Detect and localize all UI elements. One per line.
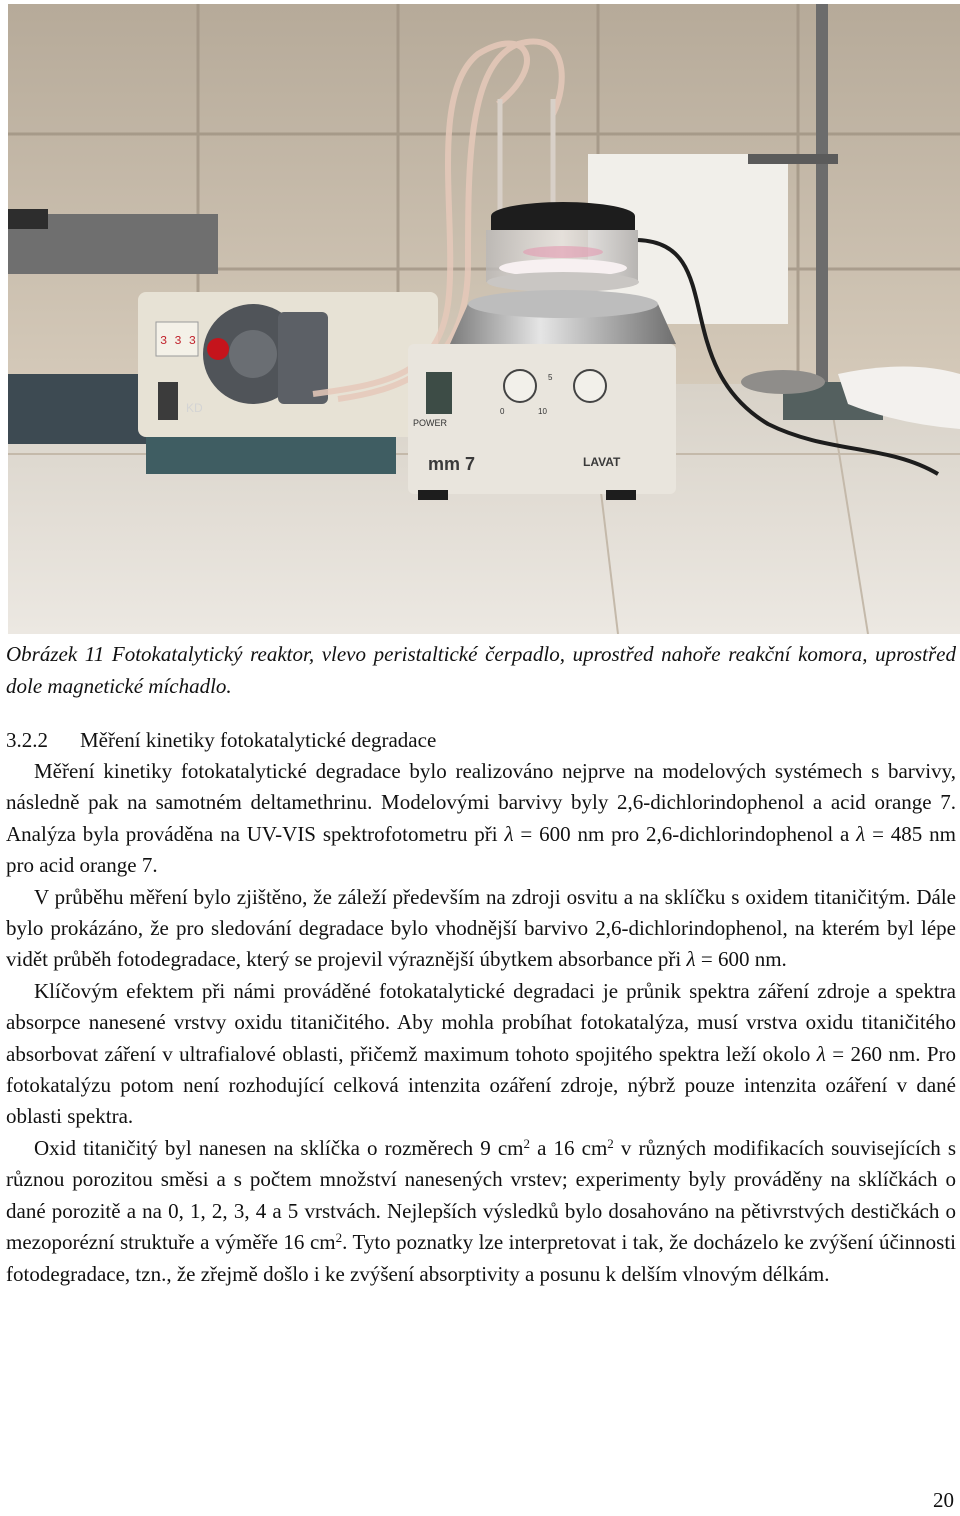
pump-red-knob [207,338,229,360]
superscript-2: 2 [335,1230,343,1246]
lambda-symbol: λ [856,821,866,846]
superscript-2: 2 [607,1135,614,1151]
paragraph-2-text-a: V průběhu měření bylo zjištěno, že záleží především na zdroji osvitu a na sklíčku s oxidem titaničitým. Dále bylo prokázáno, že pro sledování degradace bylo vhodnější barvivo 2,6-dichlorindophenol, na kterém byl lépe vidět průběh fotodegradace, který se projevil výraznější úbytkem absorbance při [6,884,956,972]
reaction-chamber [486,202,639,292]
paragraph-1-text-c: = 485 nm pro acid orange 7. [6,821,956,878]
paragraph-3-text-a: Klíčovým efektem při námi prováděné fotokatalytické degradaci je průnik spektra záření zdroje a spektra absorpce nanesené vrstvy oxidu titaničitého. Aby mohla probíhat fotokatalýza, musí vrstva oxidu titaničitého absorbovat záření v ultrafialové oblasti, přičemž maximum tohoto spojitého spektra leží okolo [6,978,956,1066]
paragraph-4-text-a: Oxid titaničitý byl nanesen na sklíčka o rozměrech 9 cm [34,1135,524,1160]
reactor-photo [8,4,960,634]
paragraph-4-text-b: a 16 cm [530,1135,608,1160]
page-number: 20 [933,1488,954,1512]
dial-mark-0: 0 [500,407,505,416]
paragraph-2-text-b: = 600 nm. [695,947,787,972]
section-number: 3.2.2 [6,728,48,752]
lambda-symbol: λ [504,821,514,846]
paragraph-1-text-b: = 600 nm pro 2,6-dichlorindophenol a [513,821,857,846]
stirrer-power-label: POWER [413,418,448,428]
stirrer-model: mm 7 [428,454,476,474]
paragraph-1 [6,756,956,882]
stirrer-brand: LAVAT [583,455,621,469]
dial-mark-5: 5 [548,373,553,382]
pump-brand: KD [186,401,203,415]
body-text [6,756,956,1290]
section-title: Měření kinetiky fotokatalytické degradace [80,728,437,752]
paragraph-2 [6,882,956,976]
paragraph-3 [6,976,956,1133]
figure-caption [6,638,956,702]
pump-counter: 3 3 3 [160,334,197,348]
lambda-symbol: λ [686,947,696,972]
caption-text: Fotokatalytický reaktor, vlevo peristaltické čerpadlo, uprostřed nahoře reakční komora, uprostřed dole magnetické míchadlo. [6,642,957,698]
paragraph-3-text-b: = 260 nm. Pro fotokatalýzu potom není rozhodující celková intenzita ozáření zdroje, nýbrž pouze intenzita ozáření v dané oblasti spektra. [6,1041,956,1129]
paragraph-4 [6,1133,956,1290]
paragraph-1-text-a: Měření kinetiky fotokatalytické degradace bylo realizováno nejprve na modelových systémech s barvivy, následně pak na samotném deltamethrinu. Modelovými barvivy byly 2,6-dichlorindophenol a acid orange 7. Analýza byla prováděna na UV-VIS spektrofotometru při [6,759,956,846]
dial-mark-10: 10 [538,407,547,416]
caption-label: Obrázek 11 [6,642,105,666]
lab-stand-rod [816,4,828,389]
paragraph-4-text-d: . Tyto poznatky lze interpretovat i tak, že docházelo ke zvýšení účinnosti fotodegradace, tzn., že zřejmě došlo i ke zvýšení absorptivity a posunu k delším vlnovým délkám. [6,1230,956,1286]
lambda-symbol: λ [816,1041,826,1066]
section-heading [6,724,436,756]
superscript-2: 2 [523,1135,531,1151]
paragraph-4-text-c: v různých modifikacích souvisejících s různou porozitou směsi a s počtem množství nanesených vrstev; experimenty byly prováděny na sklíčkách o dané porozitě a na 0, 1, 2, 3, 4 a 5 vrstvách. Nejlepších výsledků bylo dosahováno na pětivrstvých destičkách o mezoporézní struktuře a výměře 16 cm [6,1135,957,1255]
